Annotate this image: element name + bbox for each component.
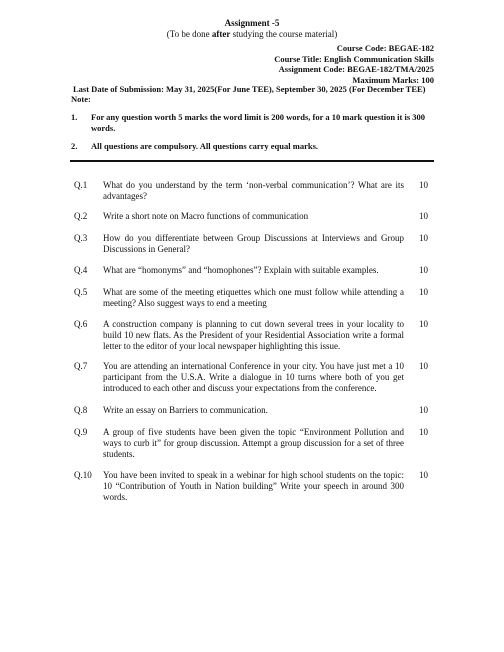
subtitle-emphasis: after bbox=[211, 29, 231, 39]
question-text: What are “homonyms” and “homophones”? Explain with suitable examples. bbox=[103, 265, 379, 275]
question-number: Q.7 bbox=[74, 361, 88, 371]
question-number: Q.2 bbox=[74, 211, 88, 221]
assignment-title: Assignment -5 bbox=[224, 18, 280, 28]
question-number: Q.8 bbox=[74, 405, 88, 415]
question-number: Q.5 bbox=[74, 287, 88, 297]
question-marks: 10 bbox=[419, 361, 428, 371]
question-marks: 10 bbox=[419, 180, 428, 190]
question-number: Q.6 bbox=[74, 319, 88, 329]
question-marks: 10 bbox=[419, 265, 428, 275]
question-text: A construction company is planning to cut down several trees in your locality to build 10 new flats. As the President of your Residential Association write a formal letter to the editor of your local newspaper highlighting this issue. bbox=[103, 319, 404, 351]
subtitle-prefix: (To be done bbox=[166, 29, 212, 39]
note-label: Note: bbox=[71, 94, 91, 104]
question-marks: 10 bbox=[419, 405, 428, 415]
question-number: Q.1 bbox=[74, 180, 88, 190]
question-text: You are attending an international Conference in your city. You have just met a 10 participant from the U.S.A. Write a dialogue in 10 turns where both of you get introduced to each other and discuss your expectations from the conference. bbox=[103, 361, 404, 393]
instruction-text: For any question worth 5 marks the word limit is 200 words, for a 10 mark question it is 300 words. bbox=[91, 112, 426, 133]
subtitle-suffix: studying the course material) bbox=[230, 29, 338, 39]
question-marks: 10 bbox=[419, 319, 428, 329]
question-marks: 10 bbox=[419, 287, 428, 297]
assignment-code: Assignment Code: BEGAE-182/TMA/2025 bbox=[278, 64, 434, 74]
instruction-text: All questions are compulsory. All questions carry equal marks. bbox=[91, 141, 318, 151]
course-title: Course Title: English Communication Skills bbox=[274, 53, 434, 64]
question-marks: 10 bbox=[419, 211, 428, 221]
question-text: What do you understand by the term ‘non-verbal communication’? What are its advantages? bbox=[103, 180, 404, 201]
question-text: Write an essay on Barriers to communication. bbox=[103, 405, 268, 415]
course-code: Course Code: BEGAE-182 bbox=[336, 43, 434, 53]
question-marks: 10 bbox=[419, 233, 428, 243]
question-marks: 10 bbox=[419, 427, 428, 437]
question-text: A group of five students have been given the topic “Environment Pollution and ways to curb it” for group discussion. Attempt a group discussion for a set of three students. bbox=[103, 427, 404, 459]
question-text: What are some of the meeting etiquettes which one must follow while attending a meeting? Also suggest ways to end a meeting bbox=[103, 287, 404, 308]
instruction-number: 2. bbox=[71, 141, 78, 151]
question-number: Q.10 bbox=[74, 470, 92, 480]
maximum-marks: Maximum Marks: 100 bbox=[352, 74, 434, 85]
question-text: Write a short note on Macro functions of communication bbox=[103, 211, 309, 221]
course-meta bbox=[274, 43, 434, 85]
question-number: Q.4 bbox=[74, 265, 88, 275]
question-number: Q.3 bbox=[74, 233, 88, 243]
question-marks: 10 bbox=[419, 470, 428, 480]
section-divider bbox=[70, 160, 434, 162]
assignment-subtitle bbox=[0, 29, 504, 40]
instruction-number: 1. bbox=[71, 112, 78, 122]
question-text: You have been invited to speak in a webinar for high school students on the topic: 10 “Contribution of Youth in Nation building” Write your speech in around 300 words. bbox=[103, 470, 404, 502]
submission-deadline: Last Date of Submission: May 31, 2025(For June TEE), September 30, 2025 (For December TEE) bbox=[73, 84, 426, 94]
question-text: How do you differentiate between Group Discussions at Interviews and Group Discussions in General? bbox=[103, 233, 404, 254]
question-number: Q.9 bbox=[74, 427, 88, 437]
